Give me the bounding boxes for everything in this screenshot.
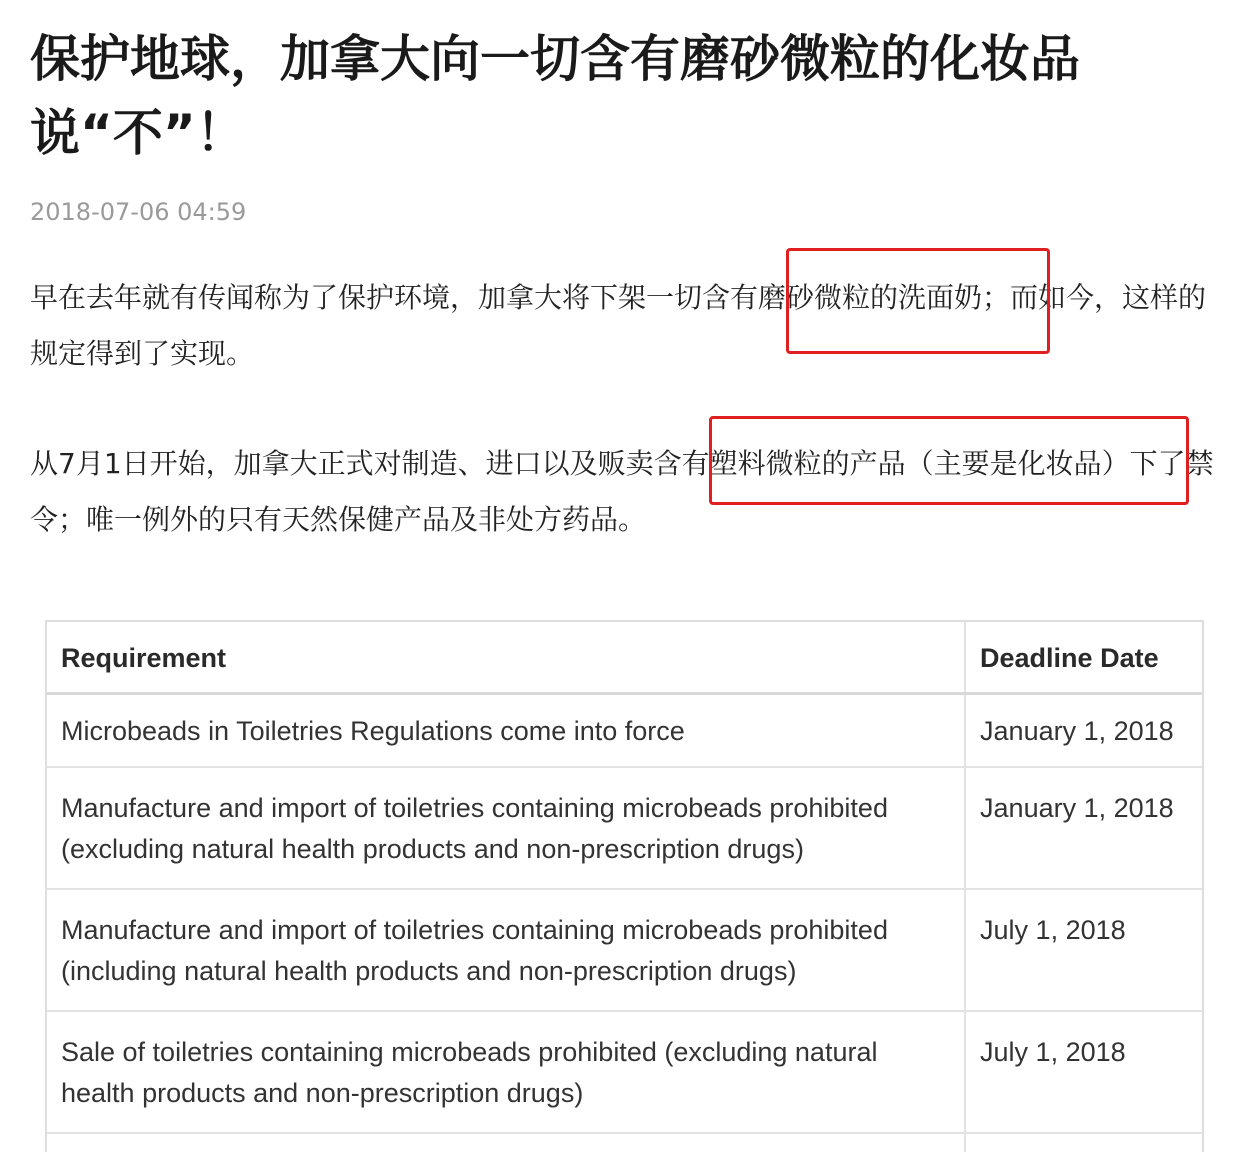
requirements-table (47, 622, 1202, 1152)
paragraph-2-highlight-text: 有塑料微粒的产品（主要是化妆品） (681, 447, 1130, 480)
table-row (47, 767, 1202, 889)
deadline-cell: July 1, 2018 (965, 889, 1202, 1011)
table-row (47, 889, 1202, 1011)
requirements-table-container (45, 620, 1204, 1152)
article-title: 保护地球，加拿大向一切含有磨砂微粒的化妆品说“不”！ (30, 30, 1080, 162)
paragraph-1 (30, 270, 1220, 382)
paragraph-2-text-after: 下了禁令；唯一例外的只有天然保健产品及非处方药品。 (30, 447, 1214, 536)
requirement-cell: Sale of toiletries containing microbeads prohibited (excluding natural health products and non-prescription drugs) (47, 1011, 965, 1133)
table-header-row (47, 622, 1202, 694)
paragraph-1-text-before: 早在去年就有传闻称为了保护环境，加拿大将下架一切含有 (30, 281, 759, 314)
requirement-cell: Manufacture and import of toiletries containing microbeads prohibited (including natural health products and non-prescription drugs) (47, 889, 965, 1011)
paragraph-1-text-after: ；而如今，这样的规定得到了实现。 (30, 281, 1207, 370)
deadline-cell: January 1, 2018 (965, 767, 1202, 889)
header-deadline-date: Deadline Date (965, 622, 1202, 694)
paragraph-2-text-before: 从7月1日开始，加拿大正式对制造、进口以及贩卖含 (30, 447, 682, 480)
requirement-cell (47, 1133, 965, 1152)
paragraph-2 (30, 436, 1220, 548)
requirement-cell: Microbeads in Toiletries Regulations come into force (47, 694, 965, 768)
deadline-cell (965, 1133, 1202, 1152)
table-row (47, 1133, 1202, 1152)
deadline-cell: July 1, 2018 (965, 1011, 1202, 1133)
paragraph-1-highlight-text: 磨砂微粒的洗面奶 (758, 281, 983, 314)
table-row (47, 694, 1202, 768)
table-row (47, 1011, 1202, 1133)
publish-date: 2018-07-06 04:59 (30, 198, 247, 226)
article (30, 22, 1220, 548)
header-requirement: Requirement (47, 622, 965, 694)
deadline-cell: January 1, 2018 (965, 694, 1202, 768)
requirement-cell: Manufacture and import of toiletries containing microbeads prohibited (excluding natural health products and non-prescription drugs) (47, 767, 965, 889)
